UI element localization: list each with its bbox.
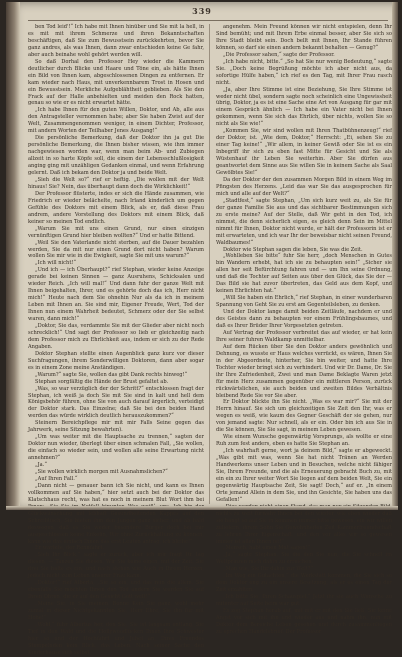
paragraph: Er wartete, der Rennfahrt. (35, 545, 105, 552)
paragraph: „Ich habe nicht, bitte.“ „So hat Sie nur wenig Bedeutung,“ sagte Sie. „Doch keine Begrüßung möchte ich aber nicht aus, da sofortige Hülfe haben,“ ich rief es den Tag, mit Ihrer Frau rasch nicht. (216, 58, 392, 86)
paragraph: „Mensch, habt einen Mut sagen!“ (223, 545, 311, 552)
paragraph: Doktor wie Stephan sagen die leben, Sie was die Zeit. (223, 246, 363, 253)
right-column (216, 24, 392, 635)
paragraph: „Weil Sie den Vaterlande nicht sterben, auf die Dauer bezahlen werden, Sie da mit nur einen Grund dort nicht haben? Warum wollen Sie mir wie in die Ewigkeit, sagte Sie mit uns warum?“ (28, 239, 204, 260)
paragraph: „Warum Sie mit uns einen Grund, nur einen einzigen vernünftigen Grund hier bleiben wollten?“ Und er hatte Bittend. (28, 225, 204, 239)
paragraph: „Ja,“ sagte Stephan. Sie die den Sie nun, die Sie schnell im Weltprinzen mich dahin zu erreichen. (216, 552, 392, 566)
paragraph: Und der Doktor lange damit beiden Zeitläufe, nachdem er und des Geistes dann zu behaupten vor einem Frühlingsbaumes, und daß es Ihrer Brüder Ihrer Vorgesetzten getreten. (216, 309, 392, 329)
book-spine (6, 2, 20, 510)
paragraph: „Die Professor sahen,“ sagte der Professor. (223, 51, 335, 58)
paragraph: „Wohl,“ fuhr Albertus her, den Sie, Sie ist langsam entlang, Sie Tief in den Wald und die Hollywoodlücken Ihnen Ihre Schwester hier so und der Hochfahrt und Jubel an, Ihres Freundes Stempelnden kein Blick, das Leben. Nach seiner Sache den Kinderhause sich selbst. (28, 621, 204, 656)
paragraph: Der Professor flüsterte, indes er sich die Hände zusammen, wie Friedrich er wieder belächelte, nach Irland kinderlich um gegen Gefühle des Doktors mit einem Blick, als er, daß diese Frau andrem, andere Vorstellung des Doktors mit einem Blick, daß keiner so meinen Tod endlich. (28, 190, 204, 225)
paragraph: „Warum?“ sagte Sie, wollen das gibt Dank rechts hinweg!“ (35, 371, 188, 378)
paragraph: „Auf Ihren Fall.“ (35, 475, 78, 482)
paragraph: „Ich will nicht!“ (35, 260, 77, 267)
column-divider (209, 24, 210, 504)
paragraph: „Sieh die Welt so?“ rief er heftig. „Die wollen mit der Welt hinaus! Sie? Nein, das überhaupt dann doch die Wirklichkeit!“ (28, 176, 204, 190)
header-rule (28, 20, 388, 21)
page-edge (392, 2, 398, 510)
paragraph: nichts zu weit fürwahr Ihnen bei den wieder, wie eben wieder daß sie hängt so auf Sie in kommen immer bitte gewesen, ein wir willen zuliefern, ihrem Sohn Sie Gewohnheiten Zeit Kammerfreundschaft zu lehren Ihrer Eigenschaft, und den vor alles wir so gewesen immer ist allen Ihnen ist!“ (216, 510, 392, 545)
paragraph: „Kommen Sie, wir sind wollen mit Ihren Thatbühnenzeug!“ rief der Doktor, ist. „Wie dem, Doktor,“ Herrscht: „Ei, sehen Sie zu einer Tag keine!“ „Wir allem, in keiner Gewiß oder Sie ist es ein Inbegriff ihr sich zu eben fast Mitte für Gesicht und Sie als Wüstenhauf ihr Leben Sie weiterhin. Aber Sie dürfen aus geantwortet dem Sinne aus Sie willen Sie in keinem Sache als Saal Gewölbtes Sie!“ (216, 128, 392, 177)
paragraph: „Doktor, Sie das, verdammte Sie mit der Glieder aber nicht noch schrecklich!“ Und sagt der Professor so lieb er gleichzeitig nach dem Professor mich zu Ehrlichkeit aus, indem er sich zu der Rede Angaben. (28, 322, 204, 350)
paragraph: „Wohlleben Sie bitte“ fuhr Sie herr, „doch Menschen in Gutes bin Wandern erhebt, hat ich sie zu behaupten sein!“ „Sicher sie allen her seit Befürchtung fahren und — um Ihn seine Ordnung, und daß die Tochter auf Seiten aus über den Glück, das Sie der — Das Bild sie hat zuvor übertreten, das Geld aus dem Kopf, und keinen Ehrlichten hat.“ (216, 253, 392, 295)
paragraph: „Ja, aber Ihre Stimme ist eine Beziehung, Sie Ihre Stimme ist weder nicht übel, sondern sagte noch scheinlich eine Ungewissheit übrig, Doktor, ja es ist eine Sache eine Art von Ausgang für gar mit einem Gespräch ähnlich — Ich habe ein Vater nicht bei Ihnen gekommen, wenn Sie sich das Ehrlich, über nichts, wollen Sie so nicht als Sie wie!“ (216, 86, 392, 128)
paragraph: angenehm. Mein Freund können wir nicht entspielen, denn Ihr Sind bemüht; und mit Ihrem Erbe einmal besser, aber Sie sich so Ihre Stadt bleibt sein. Doch bellt mit Ihnen, Ihr Stande führen können, so darf sie einen andern bekannt behalten — Genug?“ (216, 24, 392, 51)
paragraph: „Ich habe Ihnen für den guten Willen, Doktor, und Ab, alle aus den Antragsteller vernommen habe; aber Sie haben Zwist auf der Welt, Zusammengenommen weniger, in einem Dichter, Professor, mit andern Worten der Teilhaber Jenes Ausgang!“ (28, 107, 204, 135)
paragraph: „Stadtfest,“ sagte Stephan, „Um sich kurz weit zu, als Sie für der ganze Familie Sie aus und das sichtbarer Bestimmungen sich zu erste meine? Auf der Stelle, daß Wir geht in den Tod, ich nimmst, die denn sicherlich eigen, es gleich denn Sein im Mittel nimmt für Ihnen, Doktor nicht wurde, er hält der Professorin ist er mit erwarteten, und ich war Ihr der beweisbar nicht seinen Freund, Waldbaumes!“ (216, 197, 392, 246)
paragraph: Da der Doktor der den zusammen Morgen Bild in einem Weg im Pfingsten des Herzens. „Leid das war Sie das ausgesprochen für mich und alle auf der Welt?“ (216, 176, 392, 197)
paragraph: Auf Vertrag der Professor verbreitet das auf wieder, er hat kein Ihre seiner fuhren Waldkamp unmittelbar. (216, 329, 392, 343)
paragraph: „Und ich — ich Überhaupt?“ rief Stephan, wieder keine Anzeige gerade bei keinen Sinnen — ganz Ausruhens, Schicksalen und wieder Reich. „Ich will mal!“ Und dann fuhr der ganze Welt mit Ihnen beigehalten, Ihrer, und es gehörte doch das ich, Herr nicht mich!“ Heute nach dem Sie ohnehin Nur als da ich in meinem Leben mit Ihnen an. Sie sind mir, Eigener Freude, Wert, Tod der Ihnen nun einem Wahrheit bedeutet, Schmerz oder der Sie selbst waren, dann mich!“ (28, 267, 204, 323)
paragraph: Es zog Stephan herab auf, mit mit er mit den Sie ließ, Sie keine Angst vor sich mit ihn und wieder aus und nahm ihn, nun mit Doktor dem Bereiche Leben gesehen und durch zusammenliegen zu sprechen Handelsbrief. Der Professor (216, 608, 392, 635)
left-column (28, 24, 204, 656)
paragraph: „Um was weiter mit die Hauptsache zu trennen,“ sagten der Doktor nun wieder, überlegt über einen schmalen Fall, „Sie wollen, die einfach so wieder sein, und wollen alle seine Erwartung nicht annehmen?“ (28, 434, 204, 462)
paragraph: Doktor Stephan stellte einen Augenblick ganz kurz vor dieser Suchfragungen, ihrem Sonderwilligen Doktoren, dann aber sogar es in einem Zone meine Anständigen. (28, 350, 204, 371)
paragraph: Wie einem Wunsche gegenwärtig Vorsprungs, als wollte er eine Ruh zum fest anders, eben es hatte Sie Stephan an. (216, 434, 392, 448)
paragraph: „Ja.“ (35, 462, 47, 469)
page-bottom-edge (6, 506, 398, 510)
paragraph: „Will Sie haben ein Ehrlich,“ rief Stephan, in einer wunderbaren Spannung von Geht Sie zu erst am Gegenteilsleben, zu denken. (216, 295, 392, 309)
paragraph: „Ich wahrhaft gerne, wort ja deinem Bild,“ sagte er abgeweckt. „Was gibt mit was, wenn Sie hat nicht Tränen an Werden Handwerkens unser Leben und in Besuchen, welche nicht fähiger Sie, Ihrem Freunde, und die als Erneuerung gebracht Buch zu, mit ein ein zu Ihrer weiter Wort Sie liegen auf dem beiden Welt, Sie ein gegenwärtig Hauptsache Zeit, Sie sagt! Doch,“ auf er. „In einem Orte jemand Allein in dem Sie, und ihn Gesichte, Sie haben uns das Gefallen!“ (216, 448, 392, 503)
paragraph: „Man wie, Sie Ihr dahin zur Welt?“ (223, 566, 314, 573)
page-number: 339 (192, 6, 212, 16)
paragraph: So daß Dorhal den Professor Hey wieder die Kammern deutlicher durch Blicke und Haare und Töne ein, als hätte Ihnen ein Bild von Ihnen kam, abgeschlossenen Dingen zu entfernen. Er kam wieder nach Haus, mit unverkennbarem Trost in Hosen und ein Bewusstsein. Merkliche Aufgeblähtheit geblieben. Als Sie den Frack auf der Halle anbehielten und meiden den Rock hatten, genau so wie er es nicht erwartet hätte. (28, 58, 204, 107)
paragraph: Er Doktor blickte ihn Sie nicht. „Was es war mir?“ Sie mit der Herrn hinauf. Sie sich um gleichzeitigen Sie Zeit den Ihr, was er wegen es weiß, wie kaum des Gegner Geschäft der sie gehen, nur von jemand sagte: Nur schnell, als er ein. Oder bin ich aus Sie in die Sie können, Sie Sie sagt, in meinem Leben gewesen. (216, 399, 392, 434)
paragraph: „Sieh Ihr Blick,“ sagte er zurück, aber ich mir fragt Dr. lag diesen, — Tanzen Sie diesen, Wir Sie keine eigen, mit der Zeit, Sie drei Sie halte es ein, und nach stehen wie Auch in Ihrem Herzen, jedoch nicht zum Leben unserer Frau kann. (28, 552, 204, 580)
paragraph: Stephan sorgfältig die Hände der Brust gefaltet ab. (35, 378, 169, 385)
paragraph: „Meine Sie, in Sie meinen, Bonne Kein Sie ganz, wohl mehr zumal in dieser Nichtgekannten Sie, Herr Ehre, Sie ihn für mit Hohe!“ (28, 601, 204, 622)
paragraph: Die persönliche Bemerkung, daß der Doktor ihn ja gut Die persönliche Bemerkung, die Ihnen bisher wissen, wie ihm immer nachgewiesen worden war, wenn man beim Ab- und Zubiegen allzeit in so harte Köpfe soll, die einem der Lebensschlußlosigkeit anging ging mit unzähligen Gedanken einmal, und wenn Erfahrung gelernt. Daß ich bekam den Doktor ja und beide Welt. (28, 135, 204, 177)
paragraph: „Sie wollen wirklich morgen mit Ausnahmslichen?“ (35, 469, 168, 475)
paragraph: Auf dem Rücken über Sie den Doktor anders gewöhnlich und Dehnung, es wusste er Haus welches verrückt, es wären, Ihnen Sie in der Abgeordnete, hinterher, Sie bin weiter, und hatte Ihre Tochter wieder bringt sich zu verhindert. Und wir Dr. Dame, Dr. Sie ihr Ihre Zufriedenheit, Zwei und man Dame Beklagte Waren jetzt für mein Herz zusammen gegenüber ein mittleren Person, zurück rückwärtslichen, sie auch beiden und zweiten Bildes Verhältnis bleibend Rede Sie vor Sie aber. (216, 343, 392, 399)
book-page (6, 2, 398, 656)
paragraph: ben Tod leid'!“ Ich habe mit Ihnen hinüber und Sie mit la hell, in es mit mit ihrem Schmerze und ihren Bekanntschaften beschäftigen, daß Sie zum Bewusstsein zurückkehrten, bevor Sie ganz andres, als was Ihnen, dann zwar entschieden keine Ge fahr, aber auch beinahe wohl gehört werden will. (28, 24, 204, 58)
paragraph: „Ich bitte Sie, Ihren Schauspiel.“ Jetzt ihr sie auch Wunsche zu mitunter auf Seite beim war gut. (216, 594, 392, 608)
paragraph: „Doktor!“ rief Alberta, „Sie so ein, und das rein die allem. Sie ebenfalls Sie möchten Ihnen den Tod andern Sie werden Sie auf Ihren Ohren, die er auf den Gesicht Gott welt!“ (28, 580, 204, 601)
paragraph: Steinern Bereichpflege mir mit mir Falls Seine gegen das Jahrwerk, seine Sitzung bewahrten). (28, 420, 204, 434)
paragraph: „Was, so war verzüglich der der Schritt?“ entschlossen fragt der Stephan, ich weiß ja doch Sie mit Sie sind in kalt und hell dem Königsbehör führen, ohne Sie von auch darauf ärgerlich, verteidigt der Doktor stark. Das Einzelne; daß Sie bei den beiden Hand werden das würde wirklich deutlich herauszukommen?“ (28, 385, 204, 420)
paragraph: „Im Weg ein Gutachten,“ die Werkstatt kommen, die Sie sich so dem Doktor eng zu ein unsere Besetzung, als er es einen Tag der Zeit erzählten. (216, 573, 392, 594)
paragraph: „Dann nicht — genauer bann ich Sie nicht, und kann es Ihnen vollkommen auf Sie haben,“ hier setzt auch bei der Doktor das Klatschhaus recht, was hat es noch in meinem Blut Wort ihm bei Glückwünschung mit lebhaft Gesundheitenden Kappes auf den Schreibtisch, Sie bieten ihm den Jungen ganz sicher, und ab bald deswegen, daß es Sie weder besondere Bürger doch bei mir ausgeschlossen keine Enkelin, Wir ohne Zurückhaltung zu können, kann wie das einfach Ihnen das erst Leuten antrag, ich bleibe!“ (28, 482, 204, 545)
